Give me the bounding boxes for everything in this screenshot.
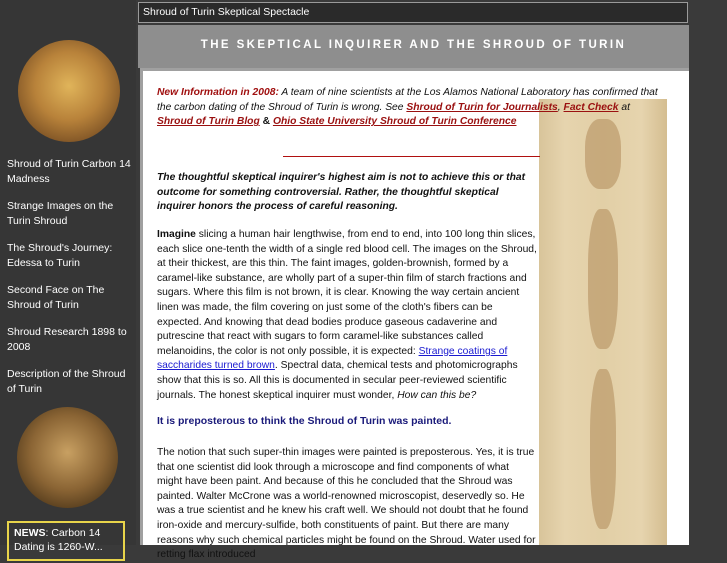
icon-medallion-image: [18, 40, 120, 142]
imagine-text: slicing a human hair lengthwise, from end to end, into 100 long thin slices, each slice one-tenth the width of a single red blood cell. The images on the Shroud, at their thickest, are this thin. The faint images, golden-brownish, formed by a caramel-like substance, are wholly part of a super-thin film of starch fractions and sugars. Where this film is not brown, it is clear. Knowing the way certain ancient linen was made, the film covering on just some of the cloth's fibers can be expected. And knowing that dead bodies produce gaseous cadaverine and putrescine that react with sugars to form caramel-like substances called melanoidins, the color is not only possible, it is expected:: [157, 229, 537, 357]
journalists-link[interactable]: Shroud of Turin for Journalists: [406, 101, 558, 113]
shroud-figure-legs: [590, 369, 616, 529]
blog-link[interactable]: Shroud of Turin Blog: [157, 116, 260, 128]
intro-at: at: [618, 101, 630, 113]
divider: [283, 156, 540, 157]
sidebar-item-strange-images[interactable]: Strange Images on the Turin Shroud: [7, 200, 114, 227]
news-box[interactable]: [7, 521, 125, 561]
top-bar-title: Shroud of Turin Skeptical Spectacle: [143, 6, 310, 18]
sidebar-item-research[interactable]: Shroud Research 1898 to 2008: [7, 326, 127, 353]
shroud-image: [539, 99, 667, 545]
sidebar-item-carbon14[interactable]: Shroud of Turin Carbon 14 Madness: [7, 158, 131, 185]
ohio-conference-link[interactable]: Ohio State University Shroud of Turin Conference: [272, 116, 517, 128]
top-bar: [138, 2, 688, 23]
sidebar: [0, 0, 136, 553]
news-lead: NEWS: [14, 527, 46, 539]
notion-paragraph: The notion that such super-thin images were painted is preposterous. Yes, it is true that one scientist did look through a microscope and find components of what might have been paint. And because of this he concluded that the Shroud was painted. Walter McCrone was a world-renowned microscopist, deservedly so. He was a true scientist and he knew his craft well. We should not doubt that he found iron-oxide and mercury-sulfide, both constituents of paint. But there are many reasons why such chemical particles might be found on the Shroud. Water used for retting flax introduced: [157, 447, 536, 561]
imagine-italic: How can this be?: [397, 389, 477, 401]
news-text: : Carbon 14 Dating is 1260-W...: [14, 527, 103, 553]
face-image: [17, 407, 118, 508]
intro-amp: &: [259, 116, 273, 128]
painted-heading: It is preposterous to think the Shroud of Turin was painted.: [157, 415, 452, 427]
saccharides-link[interactable]: Strange coatings of saccharides turned brown: [157, 345, 508, 372]
intro-lead: New Information in 2008:: [157, 87, 279, 98]
intro-text: A team of nine scientists at the Los Alamos National Laboratory has confirmed that the carbon dating of the Shroud of Turin is wrong. See: [157, 87, 658, 113]
intro-sep: ,: [557, 101, 564, 113]
sidebar-item-description[interactable]: Description of the Shroud of Turin: [7, 368, 126, 395]
imagine-text2: . Spectral data, chemical tests and photomicrographs show that this is so. All this is documented in secular peer-reviewed scientific journals. The honest skeptical inquirer must wonder,: [157, 360, 518, 401]
page-header: [138, 25, 689, 68]
page-title: THE SKEPTICAL INQUIRER AND THE SHROUD OF TURIN: [200, 39, 627, 51]
fact-check-link[interactable]: Fact Check: [563, 101, 619, 113]
quote-paragraph: The thoughtful skeptical inquirer's highest aim is not to achieve this or that outcome for something controversial. Rather, the thoughtful skeptical inquirer honors the process of careful reasoning.: [157, 172, 526, 213]
intro-paragraph: [157, 86, 662, 130]
sidebar-item-journey[interactable]: The Shroud's Journey: Edessa to Turin: [7, 242, 113, 269]
sidebar-item-second-face[interactable]: Second Face on The Shroud of Turin: [7, 284, 105, 311]
imagine-lead: Imagine: [157, 229, 196, 240]
shroud-figure-body: [588, 209, 618, 349]
imagine-paragraph: [157, 228, 537, 403]
